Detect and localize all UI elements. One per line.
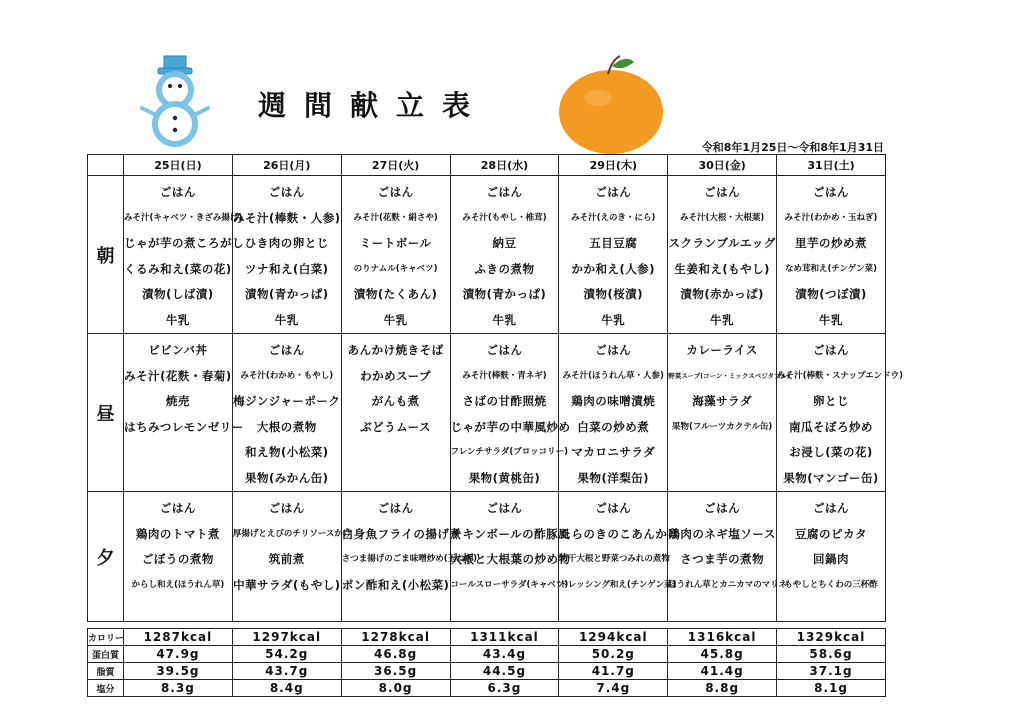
menu-item: 牛乳 <box>710 312 735 327</box>
menu-item: わかめスープ <box>360 368 432 383</box>
menu-item: 果物(フルーツカクテル缶) <box>672 421 773 432</box>
menu-item: 漬物(赤かっぱ) <box>680 287 764 301</box>
menu-item: 切干大根と野菜つみれの煮物 <box>559 554 670 564</box>
menu-item: 焼売 <box>165 394 190 408</box>
menu-item: 海藻サラダ <box>692 394 753 408</box>
breakfast-label: 朝 <box>88 176 124 334</box>
menu-item: 納豆 <box>492 236 517 250</box>
menu-item: チキンボールの酢豚風 <box>450 526 571 541</box>
menu-item: ごぼうの煮物 <box>141 552 214 566</box>
nutrition-value: 36.5g <box>341 663 450 680</box>
nutrition-value: 6.3g <box>450 680 559 697</box>
menu-cell <box>124 492 233 622</box>
menu-item: みそ汁(わかめ・もやし) <box>240 370 334 381</box>
menu-cell <box>450 176 559 334</box>
menu-item: ごはん <box>377 185 414 199</box>
menu-item: ぶどうムース <box>360 419 432 434</box>
menu-item: ポン酢和え(小松菜) <box>341 577 450 592</box>
nutrition-value: 8.3g <box>124 680 233 697</box>
menu-item: ごはん <box>595 343 632 357</box>
nutrition-value: 1329kcal <box>777 629 886 646</box>
menu-item: みそ汁(花麩・春菊) <box>124 368 232 383</box>
menu-item: 漬物(たくあん) <box>353 287 438 301</box>
nutrition-value: 37.1g <box>777 663 886 680</box>
nutrition-value: 58.6g <box>777 646 886 663</box>
menu-item: お浸し(菜の花) <box>789 445 873 459</box>
menu-item: みそ汁(大根・大根葉) <box>680 212 765 223</box>
snowman-icon <box>140 52 212 152</box>
menu-item: みそ汁(ほうれん草・人参) <box>562 370 664 381</box>
menu-item: 里芋の炒め煮 <box>795 236 868 250</box>
menu-cell <box>668 176 777 334</box>
nutrition-value: 43.4g <box>450 646 559 663</box>
menu-item: 南瓜そぼろ炒め <box>789 419 874 434</box>
nutrition-value: 1287kcal <box>124 629 233 646</box>
day-header: 26日(月) <box>232 155 341 176</box>
menu-cell <box>777 334 904 492</box>
day-header: 25日(日) <box>124 155 233 176</box>
nutrition-value: 44.5g <box>450 663 559 680</box>
nutrition-value: 1294kcal <box>559 629 668 646</box>
menu-cell <box>341 492 477 622</box>
nutrition-value: 1297kcal <box>232 629 341 646</box>
menu-item: ごはん <box>704 501 741 515</box>
menu-cell <box>124 334 244 492</box>
nutrition-value: 8.1g <box>777 680 886 697</box>
nutrition-row <box>88 629 886 646</box>
menu-item: みそ汁(棒麩・スナップエンドウ) <box>777 370 904 381</box>
menu-item: 果物(洋梨缶) <box>577 470 650 485</box>
menu-item: ほうれん草とカニカマのマリネ <box>668 579 788 590</box>
menu-item: ごはん <box>486 501 523 515</box>
menu-item: 豆腐のピカタ <box>795 526 868 541</box>
mikan-orange-icon <box>556 52 666 156</box>
menu-item: くるみ和え(菜の花) <box>124 261 232 276</box>
menu-cell <box>232 334 341 492</box>
nutrition-value: 1316kcal <box>668 629 777 646</box>
lunch-row <box>88 334 886 492</box>
menu-item: 牛乳 <box>165 312 190 327</box>
menu-item: 卵とじ <box>813 394 850 408</box>
menu-item: ごはん <box>595 185 632 199</box>
menu-cell <box>450 334 571 492</box>
day-header: 28日(水) <box>450 155 559 176</box>
menu-item: ふきの煮物 <box>474 261 535 276</box>
nutrition-row <box>88 663 886 680</box>
menu-item: ツナ和え(白菜) <box>245 261 329 276</box>
menu-item: 大根の煮物 <box>256 419 317 434</box>
menu-item: かか和え(人参) <box>571 261 656 276</box>
nutrition-label: カロリー <box>88 629 124 646</box>
menu-item: ごはん <box>595 501 632 515</box>
nutrition-value: 50.2g <box>559 646 668 663</box>
menu-cell <box>668 492 788 622</box>
menu-item: 鶏肉のネギ塩ソース <box>668 526 776 541</box>
menu-cell <box>559 176 668 334</box>
menu-item: 厚揚げとえびのチリソースかけ <box>232 528 352 539</box>
dinner-label: 夕 <box>88 492 124 622</box>
dinner-row <box>88 492 886 622</box>
menu-item: 漬物(青かっぱ) <box>245 287 329 301</box>
menu-item: ごはん <box>268 501 305 515</box>
menu-item: 五目豆腐 <box>589 236 638 250</box>
nutrition-value: 7.4g <box>559 680 668 697</box>
nutrition-row <box>88 680 886 697</box>
menu-item: 大根と大根葉の炒め物 <box>450 552 571 566</box>
menu-item: 鶏肉のトマト煮 <box>135 526 220 541</box>
menu-item: ごはん <box>813 501 850 515</box>
lunch-label: 昼 <box>88 334 124 492</box>
menu-item: 漬物(しば漬) <box>142 287 214 301</box>
menu-item: スクランブルエッグ <box>668 236 776 250</box>
menu-item: ごはん <box>486 343 523 357</box>
menu-item: 和え物(小松菜) <box>245 445 329 459</box>
menu-item: ごはん <box>377 501 414 515</box>
nutrition-value: 8.4g <box>232 680 341 697</box>
menu-cell <box>777 492 886 622</box>
menu-item: 果物(みかん缶) <box>245 470 329 485</box>
menu-item: ごはん <box>159 185 196 199</box>
menu-cell <box>777 176 886 334</box>
menu-item: 野菜スープ(コーン・ミックスベジタブル) <box>668 371 790 380</box>
menu-item: たらのきのこあんかけ <box>559 526 680 541</box>
menu-item: 牛乳 <box>274 312 299 327</box>
nutrition-value: 41.4g <box>668 663 777 680</box>
nutrition-value: 41.7g <box>559 663 668 680</box>
menu-item: ごはん <box>486 185 523 199</box>
menu-item: もやしとちくわの三杯酢 <box>784 579 878 590</box>
nutrition-label: 脂質 <box>88 663 124 680</box>
menu-item: ごはん <box>268 343 305 357</box>
menu-item: 中華サラダ(もやし) <box>233 577 341 592</box>
menu-item: みそ汁(もやし・椎茸) <box>462 212 547 223</box>
menu-item: あんかけ焼きそば <box>347 343 444 357</box>
menu-item: ごはん <box>268 185 305 199</box>
spacer-cell <box>88 622 886 629</box>
day-header: 30日(金) <box>668 155 777 176</box>
menu-cell <box>341 334 450 492</box>
page-title: 週間献立表 <box>258 89 489 122</box>
menu-item: 筑前煮 <box>268 552 305 566</box>
menu-item: ビビンバ丼 <box>148 343 208 357</box>
menu-item: ドレッシング和え(チンゲン菜) <box>559 579 677 590</box>
menu-item: じゃが芋の煮ころがし <box>124 236 244 250</box>
nutrition-value: 47.9g <box>124 646 233 663</box>
nutrition-value: 43.7g <box>232 663 341 680</box>
menu-item: 牛乳 <box>601 312 626 327</box>
breakfast-row <box>88 176 886 334</box>
date-range: 令和8年1月25日〜令和8年1月31日 <box>701 141 884 154</box>
menu-cell <box>341 176 450 334</box>
menu-item: 漬物(青かっぱ) <box>462 287 547 301</box>
menu-item: みそ汁(わかめ・玉ねぎ) <box>784 212 878 223</box>
day-header: 27日(火) <box>341 155 450 176</box>
nutrition-value: 1278kcal <box>341 629 450 646</box>
nutrition-value: 39.5g <box>124 663 233 680</box>
nutrition-value: 54.2g <box>232 646 341 663</box>
menu-item: 回鍋肉 <box>813 552 850 566</box>
menu-item: ごはん <box>704 185 741 199</box>
menu-item: なめ茸和え(チンゲン菜) <box>785 263 878 274</box>
menu-item: 白菜の炒め煮 <box>577 419 650 434</box>
menu-item: 牛乳 <box>819 312 844 327</box>
nutrition-value: 45.8g <box>668 646 777 663</box>
menu-item: みそ汁(花麩・絹さや) <box>353 212 438 223</box>
menu-item: 鶏肉の味噌漬焼 <box>571 394 656 408</box>
menu-item: 生姜和え(もやし) <box>674 261 770 276</box>
nutrition-row <box>88 646 886 663</box>
spacer-row <box>88 622 886 629</box>
menu-cell <box>668 334 790 492</box>
menu-cell <box>232 492 352 622</box>
menu-item: マカロニサラダ <box>571 445 656 459</box>
menu-item: からし和え(ほうれん草) <box>131 579 225 590</box>
menu-item: フレンチサラダ(ブロッコリー) <box>450 447 568 457</box>
menu-item: カレーライス <box>686 343 758 357</box>
menu-item: 漬物(桜漬) <box>583 287 644 301</box>
menu-item: コールスローサラダ(キャベツ) <box>450 579 569 590</box>
menu-item: 牛乳 <box>383 312 408 327</box>
menu-item: ごはん <box>159 501 196 515</box>
menu-item: がんも煮 <box>371 394 420 408</box>
day-header-row <box>88 155 886 176</box>
nutrition-label: 蛋白質 <box>88 646 124 663</box>
menu-item: 果物(マンゴー缶) <box>783 470 879 485</box>
menu-cell <box>232 176 341 334</box>
menu-item: ひき肉の卵とじ <box>244 236 329 250</box>
nutrition-value: 1311kcal <box>450 629 559 646</box>
menu-item: 白身魚フライの揚げ煮 <box>341 526 462 541</box>
menu-item: みそ汁(えのき・にら) <box>571 212 656 223</box>
menu-item: ごはん <box>813 185 850 199</box>
menu-item: さつま揚げのごま味噌炒め(玉ねぎ) <box>341 554 477 564</box>
menu-item: じゃが芋の中華風炒め <box>450 419 571 434</box>
menu-item: ごはん <box>813 343 850 357</box>
nutrition-value: 8.8g <box>668 680 777 697</box>
menu-item: はちみつレモンゼリー <box>124 419 244 434</box>
weekly-menu-table <box>87 154 904 697</box>
menu-item: 漬物(つぼ漬) <box>795 287 867 301</box>
menu-item: 牛乳 <box>492 312 517 327</box>
menu-item: さばの甘酢照焼 <box>462 394 547 408</box>
menu-item: 梅ジンジャーポーク <box>233 394 341 408</box>
menu-cell <box>559 334 668 492</box>
menu-cell <box>559 492 680 622</box>
menu-item: みそ汁(キャベツ・きざみ揚げ) <box>124 212 243 223</box>
menu-item: みそ汁(棒麩・人参) <box>233 210 341 225</box>
menu-item: さつま芋の煮物 <box>680 552 765 566</box>
menu-item: ミートボール <box>359 236 432 250</box>
menu-cell <box>450 492 571 622</box>
menu-cell <box>124 176 244 334</box>
nutrition-value: 46.8g <box>341 646 450 663</box>
menu-item: のりナムル(キャベツ) <box>353 263 438 274</box>
menu-item: みそ汁(棒麩・青ネギ) <box>462 370 547 381</box>
nutrition-label: 塩分 <box>88 680 124 697</box>
day-header: 29日(木) <box>559 155 668 176</box>
day-header: 31日(土) <box>777 155 886 176</box>
nutrition-value: 8.0g <box>341 680 450 697</box>
corner-cell <box>88 155 124 176</box>
menu-item: 果物(黄桃缶) <box>468 470 541 485</box>
